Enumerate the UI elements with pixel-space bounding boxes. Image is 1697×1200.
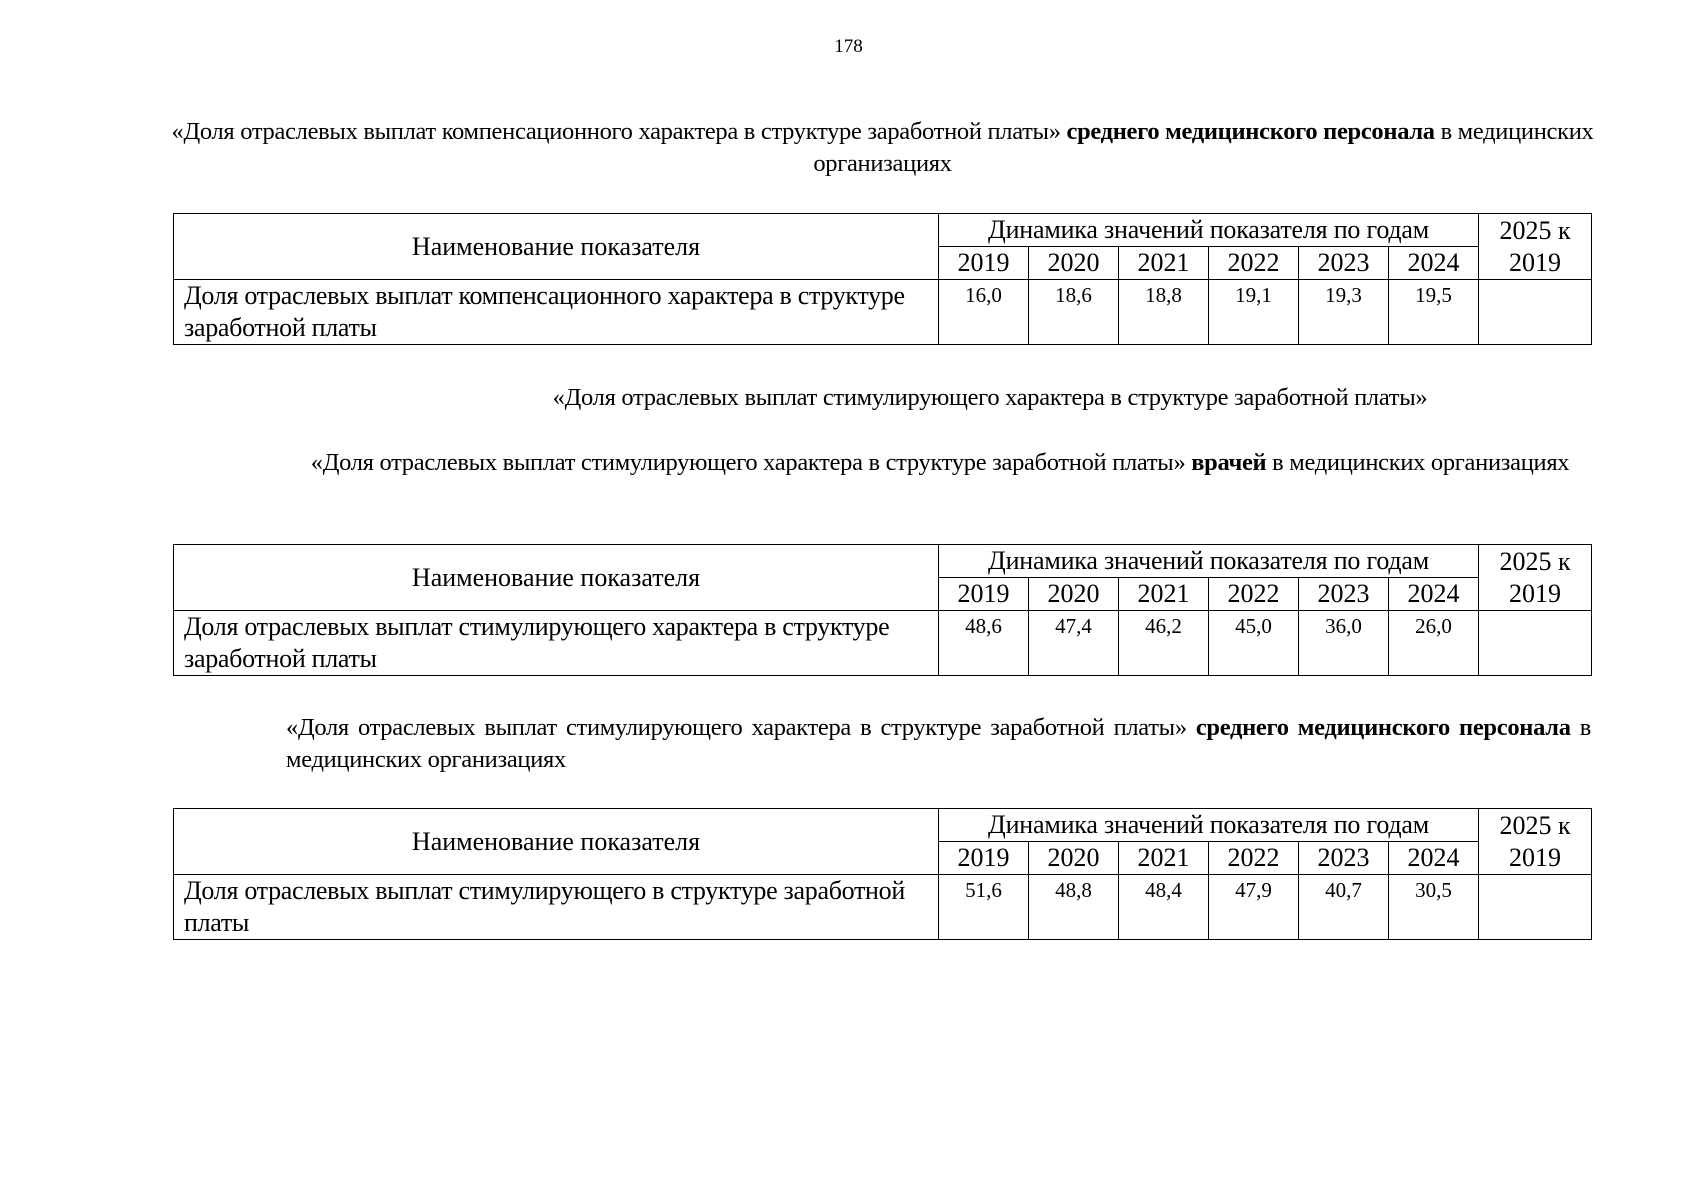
header-year: 2021 [1119, 578, 1209, 611]
header-year: 2020 [1029, 247, 1119, 280]
value-cell: 19,5 [1389, 280, 1479, 345]
value-cell: 26,0 [1389, 611, 1479, 676]
header-indicator-name: Наименование показателя [174, 545, 939, 611]
caption-text: «Доля отраслевых выплат стимулирующего характера в структуре заработной платы» [286, 714, 1196, 741]
header-year: 2019 [939, 578, 1029, 611]
header-year: 2024 [1389, 578, 1479, 611]
header-year: 2021 [1119, 842, 1209, 875]
value-cell: 48,8 [1029, 875, 1119, 940]
caption-bold-text: среднего медицинского персонала [1066, 118, 1435, 145]
indicator-name: Доля отраслевых выплат стимулирующего характера в структуре заработной платы [174, 611, 939, 676]
caption-text: «Доля отраслевых выплат стимулирующего характера в структуре заработной платы» [310, 449, 1192, 476]
header-indicator-name: Наименование показателя [174, 214, 939, 280]
table-row [174, 280, 1592, 345]
header-dynamics: Динамика значений показателя по годам [939, 809, 1479, 842]
value-cell: 19,1 [1209, 280, 1299, 345]
section-1-table [173, 213, 1592, 345]
header-year: 2020 [1029, 578, 1119, 611]
value-cell: 46,2 [1119, 611, 1209, 676]
header-year: 2019 [939, 247, 1029, 280]
header-dynamics: Динамика значений показателя по годам [939, 214, 1479, 247]
value-cell: 40,7 [1299, 875, 1389, 940]
caption-text: «Доля отраслевых выплат компенсационного характера в структуре заработной платы» [171, 118, 1067, 145]
value-cell: 48,6 [939, 611, 1029, 676]
value-cell: 51,6 [939, 875, 1029, 940]
section-3-caption [286, 712, 1591, 776]
header-year: 2022 [1209, 578, 1299, 611]
value-cell: 47,9 [1209, 875, 1299, 940]
section-1-caption [170, 116, 1595, 180]
table-row [174, 875, 1592, 940]
value-cell: 36,0 [1299, 611, 1389, 676]
header-year: 2021 [1119, 247, 1209, 280]
header-year: 2024 [1389, 247, 1479, 280]
section-2-caption [300, 447, 1580, 479]
header-year: 2022 [1209, 247, 1299, 280]
section-heading: «Доля отраслевых выплат стимулирующего характера в структуре заработной платы» [552, 384, 1428, 411]
header-year: 2023 [1299, 842, 1389, 875]
value-cell: 47,4 [1029, 611, 1119, 676]
value-cell: 48,4 [1119, 875, 1209, 940]
value-cell: 19,3 [1299, 280, 1389, 345]
header-indicator-name: Наименование показателя [174, 809, 939, 875]
caption-text: в медицинских организациях [1266, 449, 1570, 476]
value-cell-2025-vs-2019 [1479, 611, 1592, 676]
section-3-table [173, 808, 1592, 940]
value-cell: 45,0 [1209, 611, 1299, 676]
caption-text: в медицинских организациях [286, 714, 1591, 773]
header-year: 2023 [1299, 247, 1389, 280]
value-cell-2025-vs-2019 [1479, 875, 1592, 940]
header-year: 2019 [939, 842, 1029, 875]
header-2025-vs-2019: 2025 к 2019 [1479, 809, 1592, 875]
header-year: 2020 [1029, 842, 1119, 875]
indicator-name: Доля отраслевых выплат стимулирующего в структуре заработной платы [174, 875, 939, 940]
value-cell: 18,8 [1119, 280, 1209, 345]
header-2025-vs-2019: 2025 к 2019 [1479, 545, 1592, 611]
section-2-table [173, 544, 1592, 676]
table-row [174, 611, 1592, 676]
header-2025-vs-2019: 2025 к 2019 [1479, 214, 1592, 280]
value-cell: 16,0 [939, 280, 1029, 345]
page-number: 178 [834, 36, 863, 57]
header-year: 2023 [1299, 578, 1389, 611]
header-year: 2024 [1389, 842, 1479, 875]
caption-bold-text: среднего медицинского персонала [1195, 714, 1571, 741]
value-cell: 18,6 [1029, 280, 1119, 345]
caption-bold-text: врачей [1191, 449, 1267, 476]
value-cell: 30,5 [1389, 875, 1479, 940]
value-cell-2025-vs-2019 [1479, 280, 1592, 345]
indicator-name: Доля отраслевых выплат компенсационного характера в структуре заработной платы [174, 280, 939, 345]
header-dynamics: Динамика значений показателя по годам [939, 545, 1479, 578]
caption-text: в медицинских организациях [813, 118, 1594, 177]
header-year: 2022 [1209, 842, 1299, 875]
